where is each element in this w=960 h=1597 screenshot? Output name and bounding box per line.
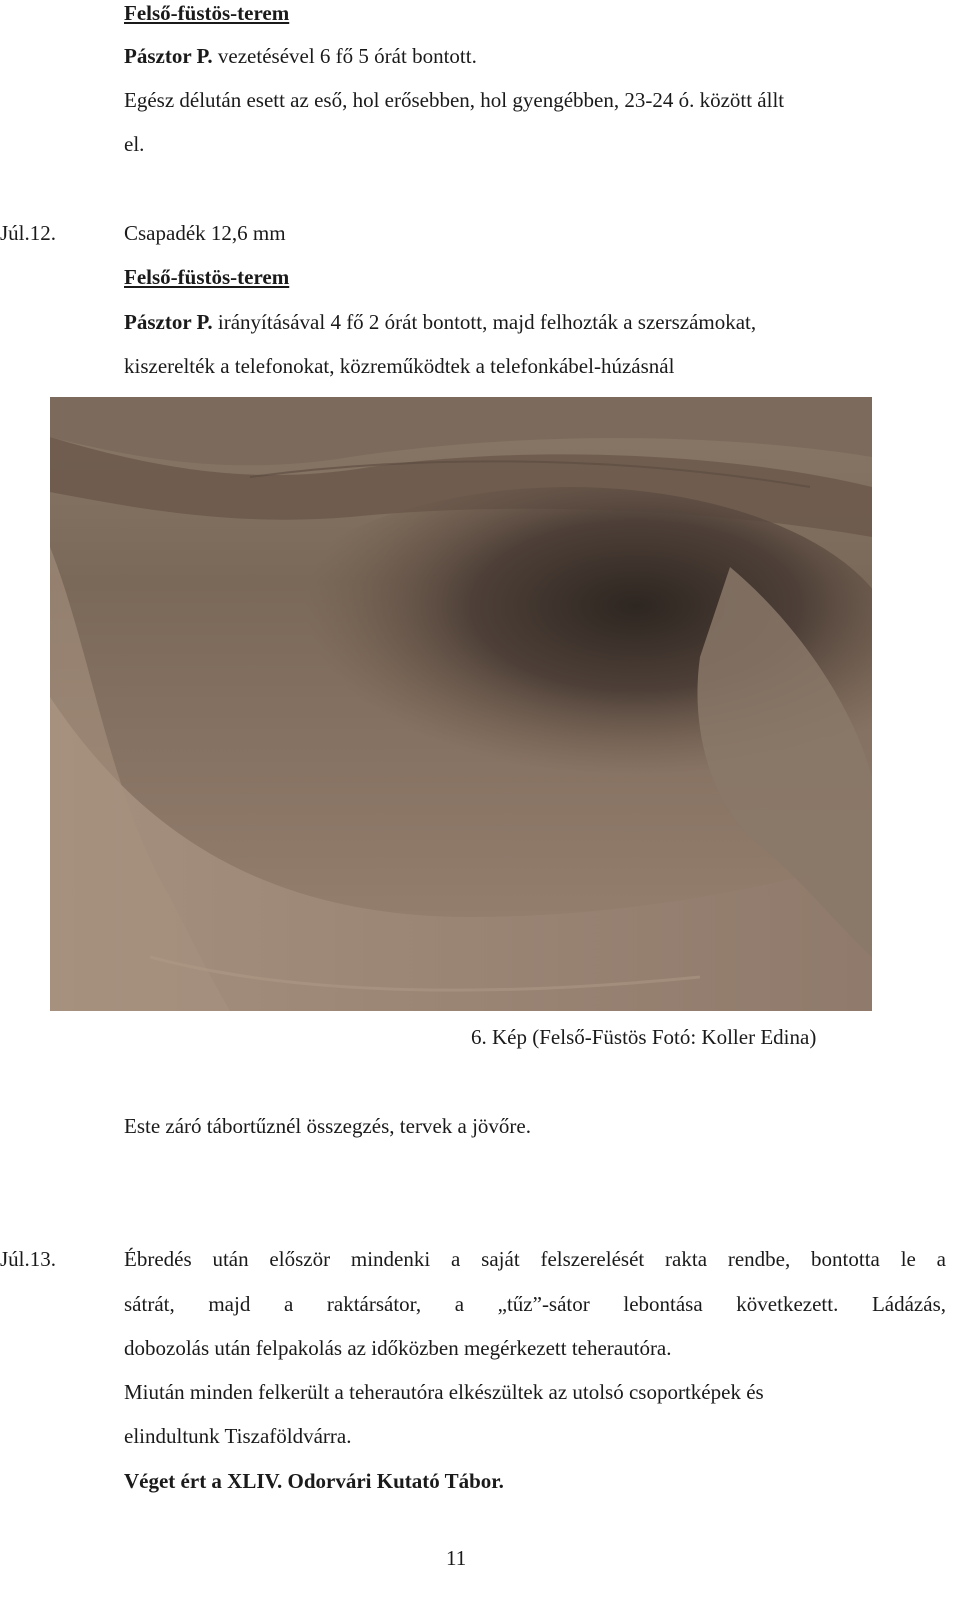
cave-photo-illustration <box>50 397 872 1011</box>
evening-summary: Este záró tábortűznél összegzés, tervek a jövőre. <box>124 1114 531 1138</box>
jul13-line-1: Ébredés után először mindenki a saját felszerelését rakta rendbe, bontotta le a <box>124 1247 946 1271</box>
leader-line-2 <box>124 312 756 333</box>
closing-line: Véget ért a XLIV. Odorvári Kutató Tábor. <box>124 1469 504 1493</box>
jul13-line-2: sátrát, majd a raktársátor, a „tűz”-sátor lebontása következett. Ládázás, <box>124 1292 946 1316</box>
leader-name-2: Pásztor P. <box>124 310 213 334</box>
jul13-line-5: elindultunk Tiszaföldvárra. <box>124 1424 352 1448</box>
jul13-line-4: Miután minden felkerült a teherautóra elkészültek az utolsó csoportképek és <box>124 1380 764 1404</box>
leader-name-1: Pásztor P. <box>124 44 213 68</box>
work-line-2: kiszerelték a telefonokat, közreműködtek a telefonkábel-húzásnál <box>124 354 675 378</box>
leader-line-1 <box>124 46 477 67</box>
location-heading-1: Felső-füstös-terem <box>124 1 290 25</box>
location-heading-2: Felső-füstös-terem <box>124 265 290 289</box>
page-number: 11 <box>446 1546 467 1570</box>
rain-line: Csapadék 12,6 mm <box>124 221 286 245</box>
weather-line-1: Egész délután esett az eső, hol erősebben, hol gyengébben, 23-24 ó. között állt <box>124 88 785 112</box>
leader-text-1: vezetésével 6 fő 5 órát bontott. <box>212 44 477 68</box>
leader-text-2: irányításával 4 fő 2 órát bontott, majd felhozták a szerszámokat, <box>212 310 757 334</box>
jul13-line-3: dobozolás után felpakolás az időközben megérkezett teherautóra. <box>124 1336 672 1360</box>
date-jul13: Júl.13. <box>0 1247 57 1271</box>
date-jul12: Júl.12. <box>0 221 57 245</box>
weather-line-2: el. <box>124 132 145 156</box>
photo-caption: 6. Kép (Felső-Füstös Fotó: Koller Edina) <box>471 1025 817 1049</box>
cave-photo <box>50 397 872 1011</box>
